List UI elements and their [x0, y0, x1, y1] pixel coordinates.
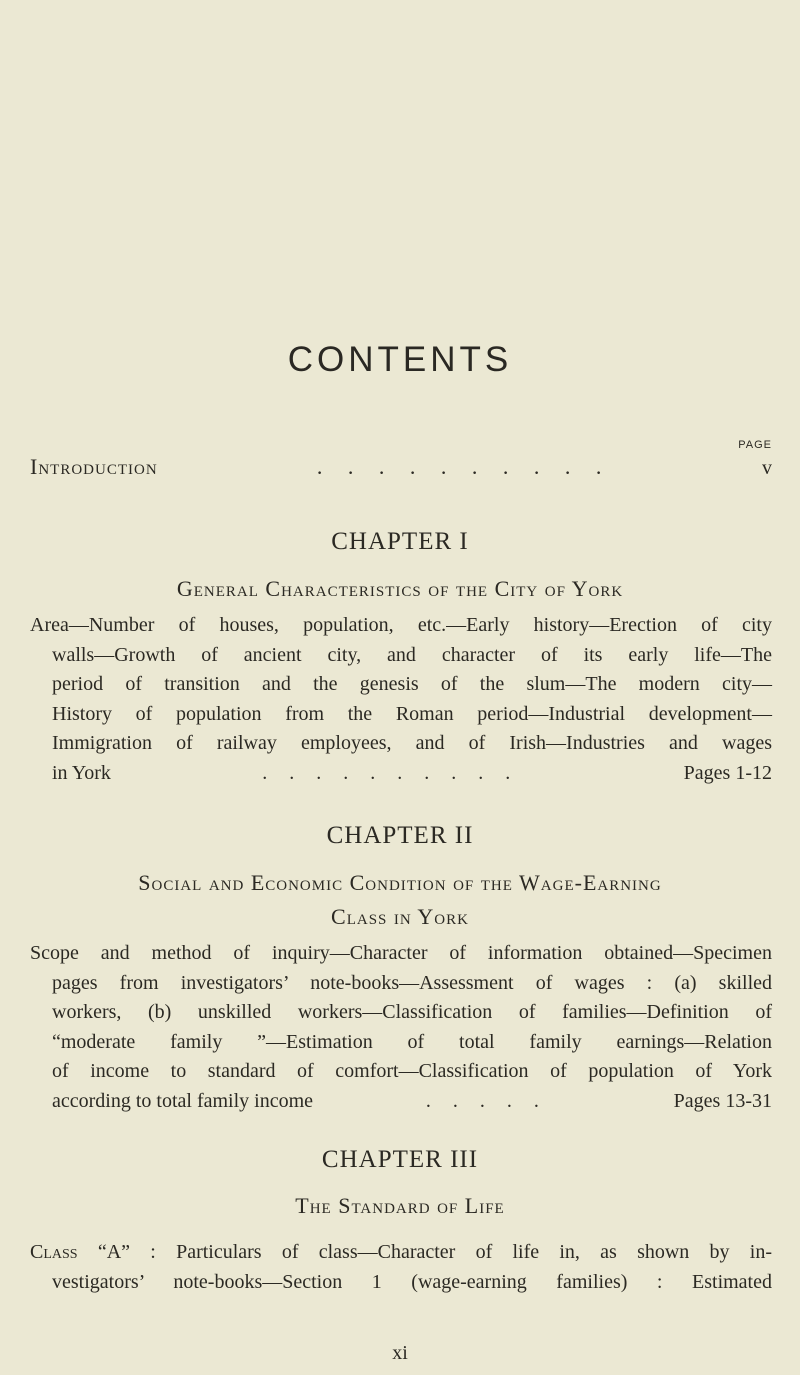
summary-line: in York — [52, 761, 111, 784]
chapter-1-summary[interactable] — [30, 611, 772, 788]
class-label: Class — [30, 1241, 78, 1263]
summary-last-line — [30, 1087, 772, 1117]
summary-last-line — [30, 759, 772, 789]
summary-line: Scope and method of inquiry—Character of information obtained—Specimen — [30, 942, 772, 964]
introduction-entry[interactable] — [30, 454, 772, 486]
summary-line: of income to standard of comfort—Classification of population of York — [52, 1060, 772, 1082]
introduction-page: v — [762, 457, 772, 479]
chapter-1-pages: Pages 1-12 — [683, 761, 772, 784]
summary-line: Immigration of railway employees, and of Irish—Industries and wages — [52, 732, 772, 754]
page-column-label: PAGE — [738, 439, 772, 451]
summary-line: “A” : Particulars of class—Character of life in, as shown by in- — [97, 1241, 773, 1263]
chapter-3-heading: CHAPTER III — [321, 1146, 479, 1173]
chapter-3-summary[interactable] — [30, 1238, 772, 1297]
summary-line: pages from investigators’ note-books—Assessment of wages : (a) skilled — [52, 971, 772, 994]
summary-first-line — [30, 1238, 772, 1268]
summary-line: period of transition and the genesis of the slum—The modern city— — [52, 673, 772, 695]
chapter-2-title-line-1: Social and Economic Condition of the Wage-Earning — [138, 870, 662, 895]
chapter-3-title: The Standard of Life — [295, 1193, 505, 1218]
summary-line: Area—Number of houses, population, etc.—Early history—Erection of city — [30, 614, 772, 636]
summary-line: walls—Growth of ancient city, and character of its early life—The — [52, 643, 772, 666]
chapter-2-summary[interactable] — [30, 939, 772, 1116]
summary-line: workers, (b) unskilled workers—Classification of families—Definition of — [52, 1001, 772, 1023]
page-number: xi — [392, 1342, 408, 1364]
summary-line: vestigators’ note-books—Section 1 (wage-earning families) : Estimated — [52, 1270, 772, 1293]
leader-dots: .......... — [316, 454, 627, 479]
leader-dots: ..... — [425, 1089, 561, 1112]
chapter-2-pages: Pages 13-31 — [673, 1089, 772, 1112]
chapter-1-heading: CHAPTER I — [331, 528, 469, 555]
summary-line: “moderate family ”—Estimation of total family earnings—Relation — [52, 1030, 772, 1053]
summary-line: according to total family income — [52, 1089, 314, 1112]
chapter-2-title-line-2: Class in York — [331, 904, 469, 929]
leader-dots: .......... — [262, 761, 533, 784]
page-title: CONTENTS — [287, 340, 513, 379]
chapter-2-heading: CHAPTER II — [326, 822, 474, 849]
chapter-1-title: General Characteristics of the City of York — [176, 576, 624, 601]
summary-line: History of population from the Roman period—Industrial development— — [52, 702, 772, 725]
introduction-label: Introduction — [30, 454, 158, 479]
